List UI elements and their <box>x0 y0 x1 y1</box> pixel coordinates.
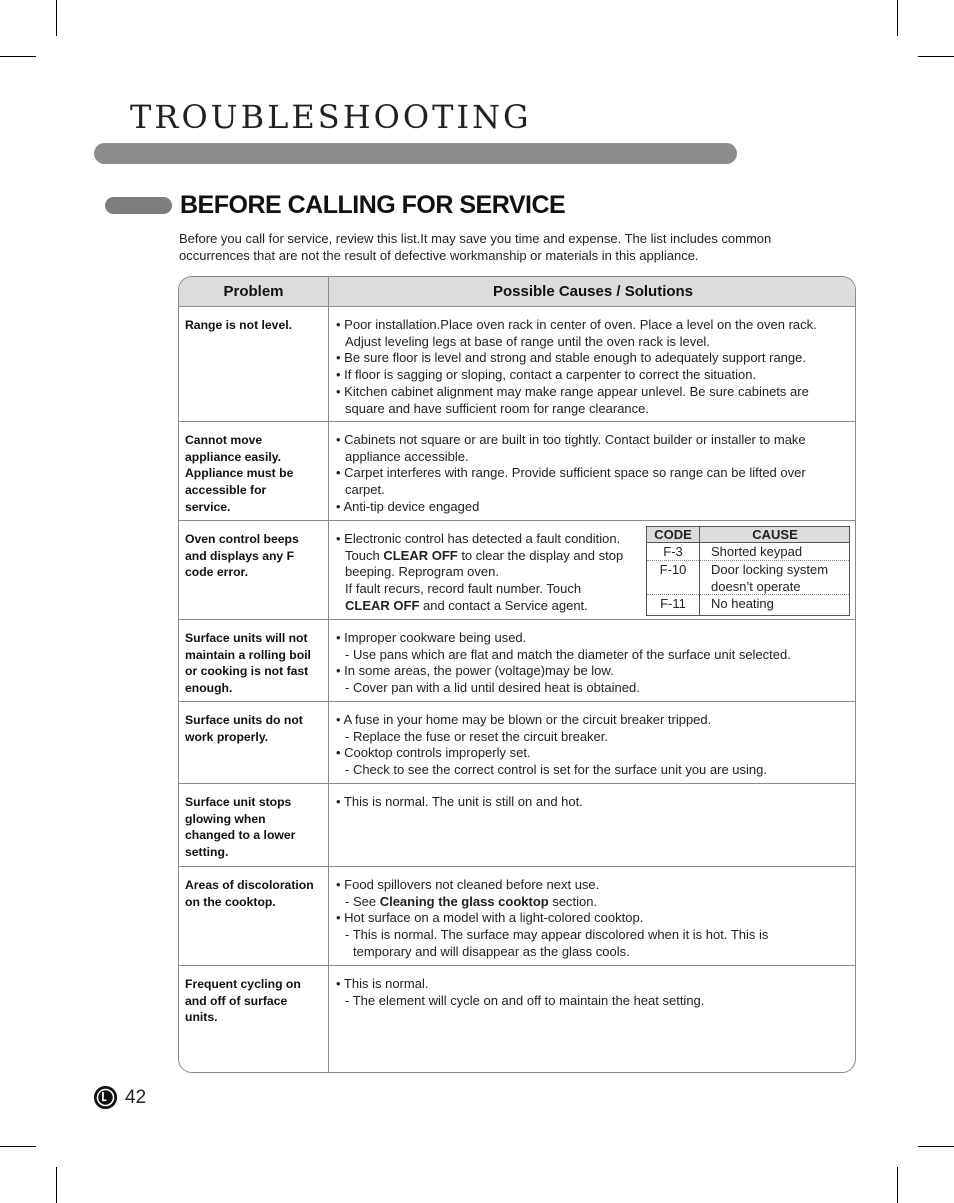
row-divider <box>179 783 855 784</box>
solution-line: • Be sure floor is level and strong and stable enough to adequately support range. <box>336 350 806 366</box>
crop-mark <box>0 1146 36 1147</box>
crop-mark <box>918 56 954 57</box>
problem-cell <box>185 976 323 1026</box>
solution-line: Touch CLEAR OFF to clear the display and stop <box>345 547 624 563</box>
column-header-solutions: Possible Causes / Solutions <box>492 283 694 300</box>
row-divider <box>179 520 855 521</box>
fault-cause-line: No heating <box>711 596 774 611</box>
problem-line: Cannot move <box>185 433 263 447</box>
solution-line: - This is normal. The surface may appear discolored when it is hot. This is <box>345 927 769 943</box>
page-number: 42 <box>125 1087 147 1108</box>
problem-line: Appliance must be <box>185 466 294 481</box>
solution-line: • Cooktop controls improperly set. <box>336 745 531 761</box>
problem-cell <box>185 794 323 861</box>
solution-line: • This is normal. The unit is still on and hot. <box>336 794 583 809</box>
crop-mark <box>56 0 57 36</box>
fault-cause-line: doesn’t operate <box>711 579 801 594</box>
crop-mark <box>897 0 898 36</box>
solution-line: • Poor installation.Place oven rack in center of oven. Place a level on the oven rack. <box>336 317 817 332</box>
problem-line: maintain a rolling boil <box>185 647 311 662</box>
fault-cause <box>711 561 851 595</box>
page-title: TROUBLESHOOTING <box>130 98 532 136</box>
solution-line: • Electronic control has detected a fault condition. <box>336 531 621 546</box>
solution-line: - Cover pan with a lid until desired heat is obtained. <box>345 680 640 696</box>
section-pill-decoration <box>105 197 172 214</box>
problem-cell <box>185 712 323 745</box>
solution-line: - Replace the fuse or reset the circuit breaker. <box>345 728 609 744</box>
solution-cell <box>336 531 623 615</box>
fault-code: F-3 <box>663 544 683 559</box>
fault-cause-line: Door locking system <box>711 562 829 577</box>
intro-line: Before you call for service, review this list.It may save you time and expense. The list includes common <box>179 231 772 246</box>
column-divider <box>328 277 329 1072</box>
fault-cause <box>711 543 851 560</box>
problem-line: Frequent cycling on <box>185 977 301 991</box>
solution-line: - The element will cycle on and off to maintain the heat setting. <box>345 992 705 1008</box>
solution-line: appliance accessible. <box>345 448 469 464</box>
problem-line: Surface units do not <box>185 713 303 727</box>
table-header <box>179 277 855 307</box>
fault-cause <box>711 595 851 612</box>
problem-line: glowing when <box>185 811 266 826</box>
intro-text <box>179 230 839 264</box>
solution-line: • In some areas, the power (voltage)may be low. <box>336 663 614 679</box>
solution-cell <box>336 794 583 811</box>
solution-line: Adjust leveling legs at base of range until the oven rack is level. <box>345 333 710 349</box>
row-divider <box>179 701 855 702</box>
crop-mark <box>0 56 36 57</box>
row-divider <box>179 619 855 620</box>
solution-cell <box>336 630 791 697</box>
column-header-problem: Problem <box>223 283 284 300</box>
solution-line: If fault recurs, record fault number. Touch <box>345 581 582 597</box>
solution-cell <box>336 976 704 1009</box>
troubleshooting-table <box>178 276 856 1073</box>
fault-code: F-10 <box>659 562 687 577</box>
solution-line: • Improper cookware being used. <box>336 630 527 645</box>
solution-line: CLEAR OFF and contact a Service agent. <box>345 597 588 613</box>
lg-logo-icon <box>94 1086 117 1109</box>
problem-cell <box>185 630 323 697</box>
row-divider <box>179 866 855 867</box>
problem-line: setting. <box>185 845 229 860</box>
problem-line: changed to a lower <box>185 828 296 843</box>
problem-line: or cooking is not fast <box>185 664 309 679</box>
crop-mark <box>897 1167 898 1203</box>
crop-mark <box>56 1167 57 1203</box>
fault-code-divider <box>699 527 700 615</box>
solution-line: square and have sufficient room for range clearance. <box>345 400 649 416</box>
fault-code-column-cause: CAUSE <box>752 527 798 542</box>
row-divider <box>179 965 855 966</box>
solution-cell <box>336 877 768 961</box>
problem-line: enough. <box>185 681 233 696</box>
problem-line: service. <box>185 499 231 514</box>
solution-line: - See Cleaning the glass cooktop section. <box>345 893 598 909</box>
header-divider-bar <box>94 143 737 164</box>
intro-line: occurrences that are not the result of defective workmanship or materials in this appliance. <box>179 248 699 263</box>
solution-line: • Anti-tip device engaged <box>336 498 480 514</box>
solution-cell <box>336 432 806 516</box>
solution-line: - Check to see the correct control is set for the surface unit you are using. <box>345 762 767 778</box>
crop-mark <box>918 1146 954 1147</box>
solution-line: • A fuse in your home may be blown or the circuit breaker tripped. <box>336 712 712 727</box>
problem-line: Surface unit stops <box>185 795 292 809</box>
problem-line: on the cooktop. <box>185 894 276 909</box>
fault-code-table <box>646 526 850 616</box>
fault-cause-line: Shorted keypad <box>711 544 803 559</box>
problem-line: and off of surface <box>185 993 288 1008</box>
solution-line: • Hot surface on a model with a light-colored cooktop. <box>336 910 644 926</box>
problem-cell <box>185 877 323 910</box>
problem-line: Range is not level. <box>185 318 293 332</box>
fault-code: F-11 <box>660 596 686 611</box>
problem-line: Areas of discoloration <box>185 878 314 892</box>
solution-line: carpet. <box>345 482 385 498</box>
solution-line: - Use pans which are flat and match the diameter of the surface unit selected. <box>345 646 791 662</box>
solution-line: • If floor is sagging or sloping, contact a carpenter to correct the situation. <box>336 367 757 383</box>
problem-cell <box>185 531 323 581</box>
problem-line: Surface units will not <box>185 631 308 645</box>
solution-line: • Cabinets not square or are built in too tightly. Contact builder or installer to make <box>336 432 806 447</box>
problem-line: and displays any F <box>185 548 295 563</box>
solution-line: beeping. Reprogram oven. <box>345 564 499 580</box>
problem-line: Oven control beeps <box>185 532 299 546</box>
solution-cell <box>336 317 817 417</box>
solution-line: • This is normal. <box>336 976 429 991</box>
problem-cell <box>185 317 323 334</box>
solution-line: • Carpet interferes with range. Provide sufficient space so range can be lifted over <box>336 465 806 481</box>
problem-line: appliance easily. <box>185 449 281 464</box>
problem-line: units. <box>185 1010 218 1025</box>
solution-line: • Kitchen cabinet alignment may make range appear unlevel. Be sure cabinets are <box>336 383 809 399</box>
problem-line: accessible for <box>185 483 267 498</box>
problem-cell <box>185 432 323 516</box>
solution-cell <box>336 712 767 779</box>
solution-line: temporary and will disappear as the glass cools. <box>353 943 630 959</box>
section-heading: BEFORE CALLING FOR SERVICE <box>180 191 566 219</box>
solution-line: • Food spillovers not cleaned before next use. <box>336 877 600 892</box>
problem-line: work properly. <box>185 729 269 744</box>
problem-line: code error. <box>185 565 248 580</box>
row-divider <box>179 421 855 422</box>
fault-code-header <box>647 527 849 543</box>
fault-code-column-code: CODE <box>654 527 692 542</box>
